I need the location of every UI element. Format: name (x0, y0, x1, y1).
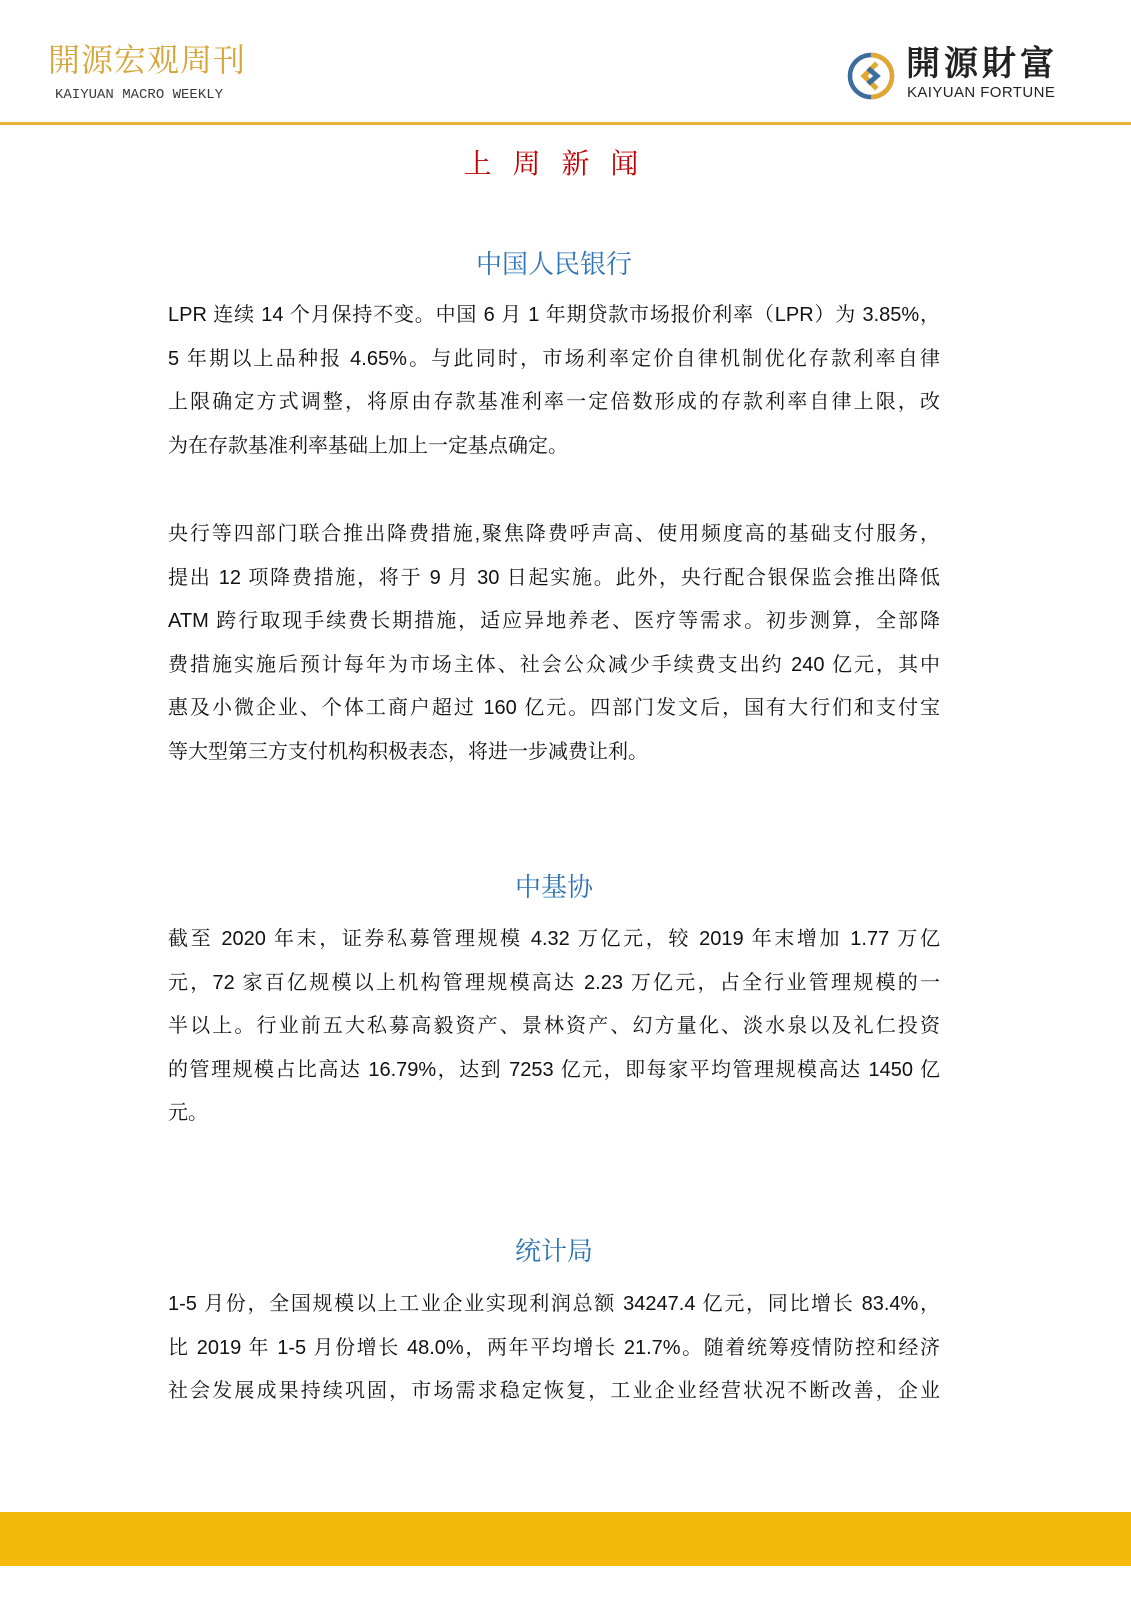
paragraph-line: 提出 12 项降费措施，将于 9 月 30 日起实施。此外，央行配合银保监会推出降低 (168, 566, 940, 589)
paragraph-line: ATM 跨行取现手续费长期措施，适应异地养老、医疗等需求。初步测算，全部降 (168, 610, 940, 633)
section-heading: 统计局 (514, 1237, 593, 1267)
paragraph-line: 元，72 家百亿规模以上机构管理规模高达 2.23 万亿元，占全行业管理规模的一 (168, 971, 940, 994)
paragraph (168, 1283, 940, 1414)
logo-name-en: KAIYUAN FORTUNE (907, 84, 1056, 101)
paragraph-line: LPR 连续 14 个月保持不变。中国 6 月 1 年期贷款市场报价利率（LPR）为 3.85%， (168, 304, 940, 326)
kaiyuan-fortune-logo-icon (846, 51, 896, 101)
paragraph-line: 的管理规模占比高达 16.79%，达到 7253 亿元，即每家平均管理规模高达 1450 亿 (168, 1058, 940, 1081)
logo-name: 開源財富 (906, 44, 1058, 84)
paragraph-line: 费措施实施后预计每年为市场主体、社会公众减少手续费支出约 240 亿元，其中 (168, 653, 940, 676)
paragraph-line: 惠及小微企业、个体工商户超过 160 亿元。四部门发文后，国有大行们和支付宝 (168, 697, 940, 720)
paragraph-line: 比 2019 年 1-5 月份增长 48.0%，两年平均增长 21.7%。随着统筹疫情防控和经济 (168, 1336, 940, 1359)
paragraph-line: 截至 2020 年末，证券私募管理规模 4.32 万亿元，较 2019 年末增加 1.77 万亿 (168, 928, 940, 950)
header-rule (0, 122, 1131, 125)
paragraph-line: 1-5 月份，全国规模以上工业企业实现利润总额 34247.4 亿元，同比增长 83.4%， (168, 1293, 940, 1315)
paragraph-line: 央行等四部门联合推出降费措施,聚焦降费呼声高、使用频度高的基础支付服务， (168, 523, 940, 545)
paragraph-line: 5 年期以上品种报 4.65%。与此同时，市场利率定价自律机制优化存款利率自律 (168, 347, 940, 370)
paragraph-line: 为在存款基准利率基础上加上一定基点确定。 (168, 434, 568, 457)
page-title: 上 周 新 闻 (463, 147, 645, 180)
section-heading: 中基协 (514, 873, 593, 903)
paragraph (168, 918, 940, 1136)
paragraph (168, 294, 940, 468)
paragraph-line: 元。 (168, 1102, 208, 1125)
footer-bar (0, 1512, 1131, 1566)
paragraph (168, 513, 940, 775)
paragraph-line: 上限确定方式调整，将原由存款基准利率一定倍数形成的存款利率自律上限，改 (168, 391, 940, 414)
paragraph-line: 社会发展成果持续巩固，市场需求稳定恢复，工业企业经营状况不断改善，企业 (168, 1380, 940, 1403)
paragraph-line: 半以上。行业前五大私募高毅资产、景林资产、幻方量化、淡水泉以及礼仁投资 (168, 1015, 940, 1038)
brand-title: 開源宏观周刊 (48, 41, 247, 79)
paragraph-line: 等大型第三方支付机构积极表态，将进一步减费让利。 (168, 740, 648, 763)
section-heading: 中国人民银行 (475, 250, 632, 280)
brand-subtitle: KAIYUAN MACRO WEEKLY (55, 87, 224, 103)
